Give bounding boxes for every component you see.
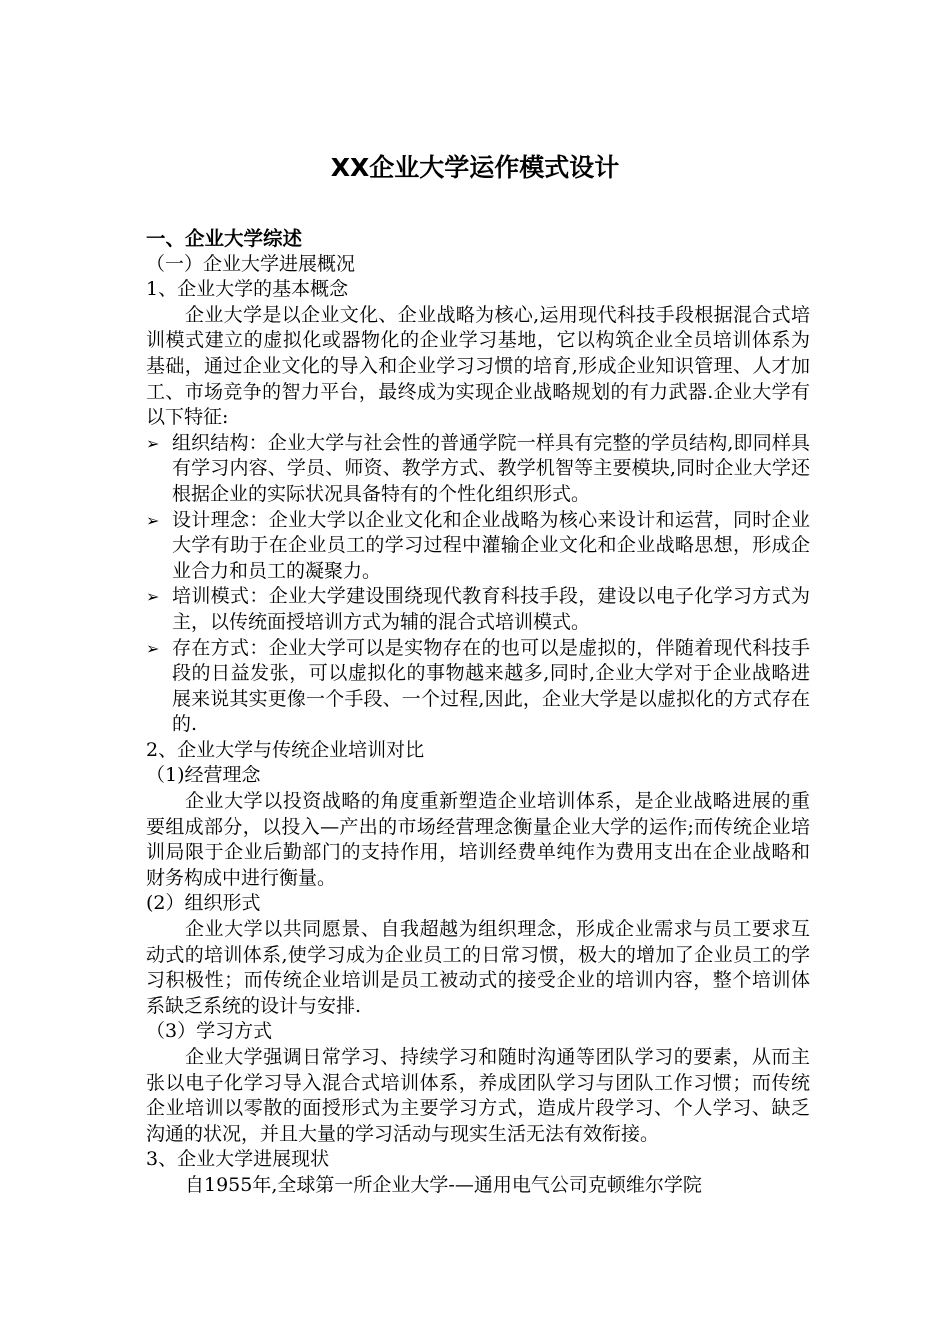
document-body — [146, 226, 810, 1199]
bullet-text: 组织结构：企业大学与社会性的普通学院一样具有完整的学员结构,即同样具有学习内容、学员、师资、教学方式、教学机智等主要模块,同时企业大学还根据企业的实际状况具备特有的个性化组织形式。 — [172, 431, 810, 505]
bullet-text: 设计理念：企业大学以企业文化和企业战略为核心来设计和运营，同时企业大学有助于在企业员工的学习过程中灌输企业文化和企业战略思想，形成企业合力和员工的凝聚力。 — [172, 508, 810, 582]
bullet-item-existence-mode — [146, 636, 810, 738]
bullet-item-design-concept — [146, 508, 810, 585]
status-paragraph: 自1955年,全球第一所企业大学-—通用电气公司克顿维尔学院 — [185, 1173, 702, 1196]
point-label-1: （1)经营理念 — [146, 764, 261, 787]
arrow-bullet-icon: ➢ — [146, 433, 160, 453]
bullet-item-organization — [146, 431, 810, 508]
arrow-bullet-icon: ➢ — [146, 510, 160, 530]
arrow-bullet-icon: ➢ — [146, 587, 160, 607]
point-paragraph-2: 企业大学以共同愿景、自我超越为组织理念，形成企业需求与员工要求互动式的培训体系,使学习成为企业员工的日常习惯，极大的增加了企业员工的学习积极性；而传统企业培训是员工被动式的接受企业的培训内容，整个培训体系缺乏系统的设计与安排. — [146, 918, 810, 1017]
item-heading-2: 2、企业大学与传统企业培训对比 — [146, 738, 425, 761]
item-heading-1: 1、企业大学的基本概念 — [146, 278, 349, 301]
document-title: XX企业大学运作模式设计 — [330, 152, 620, 182]
point-paragraph-1: 企业大学以投资战略的角度重新塑造企业培训体系，是企业战略进展的重要组成部分，以投入—产出的市场经营理念衡量企业大学的运作;而传统企业培训局限于企业后勤部门的支持作用，培训经费单纯作为费用支出在企业战略和财务构成中进行衡量。 — [146, 790, 810, 889]
subsection-heading: （一）企业大学进展概况 — [146, 252, 356, 275]
section-heading: 一、企业大学综述 — [146, 227, 303, 250]
item-heading-3: 3、企业大学进展现状 — [146, 1148, 330, 1171]
point-label-2: (2）组织形式 — [146, 892, 261, 915]
bullet-text: 培训模式：企业大学建设围绕现代教育科技手段，建设以电子化学习方式为主，以传统面授培训方式为辅的混合式培训模式。 — [172, 585, 810, 633]
point-label-3: （3）学习方式 — [146, 1020, 273, 1043]
arrow-bullet-icon: ➢ — [146, 638, 160, 658]
bullet-item-training-mode — [146, 584, 810, 635]
bullet-text: 存在方式：企业大学可以是实物存在的也可以是虚拟的，伴随着现代科技手段的日益发张，可以虚拟化的事物越来越多,同时,企业大学对于企业战略进展来说其实更像一个手段、一个过程,因此，企业大学是以虚拟化的方式存在的. — [172, 636, 810, 736]
point-paragraph-3: 企业大学强调日常学习、持续学习和随时沟通等团队学习的要素，从而主张以电子化学习导入混合式培训体系，养成团队学习与团队工作习惯；而传统企业培训以零散的面授形式为主要学习方式，造成片段学习、个人学习、缺乏沟通的状况，并且大量的学习活动与现实生活无法有效衔接。 — [146, 1046, 810, 1145]
concept-paragraph: 企业大学是以企业文化、企业战略为核心,运用现代科技手段根据混合式培训模式建立的虚拟化或器物化的企业学习基地，它以构筑企业全员培训体系为基础，通过企业文化的导入和企业学习习惯的培育,形成企业知识管理、人才加工、市场竞争的智力平台，最终成为实现企业战略规划的有力武器.企业大学有以下特征: — [146, 303, 810, 429]
